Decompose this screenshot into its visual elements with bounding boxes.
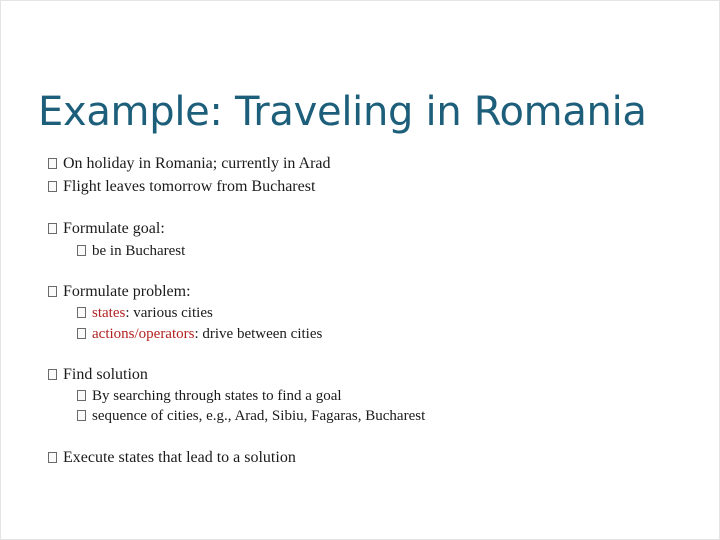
bullet-icon — [77, 307, 86, 318]
bullet-text: Formulate goal: — [63, 220, 165, 237]
bullet-text: By searching through states to find a goal — [92, 388, 342, 404]
slide-title: Example: Traveling in Romania — [38, 89, 647, 135]
bullet-icon — [48, 452, 57, 463]
bullet-text: Flight leaves tomorrow from Bucharest — [63, 178, 316, 195]
bullet-text: : various cities — [125, 305, 213, 321]
bullet-item — [48, 282, 191, 302]
bullet-item — [48, 219, 165, 239]
bullet-item — [48, 365, 148, 385]
sub-bullet-item — [77, 386, 342, 406]
bullet-icon — [77, 245, 86, 256]
bullet-item — [48, 154, 331, 174]
bullet-icon — [48, 369, 57, 380]
highlight-term: states — [92, 305, 126, 321]
bullet-text: Find solution — [63, 366, 148, 383]
bullet-icon — [77, 390, 86, 401]
bullet-text: : drive between cities — [194, 326, 323, 342]
bullet-icon — [48, 223, 57, 234]
bullet-text: On holiday in Romania; currently in Arad — [63, 155, 331, 172]
sub-bullet-item — [77, 406, 425, 426]
sub-bullet-item — [77, 303, 213, 323]
bullet-text: Formulate problem: — [63, 283, 191, 300]
bullet-text: Execute states that lead to a solution — [63, 449, 296, 466]
sub-bullet-item — [77, 324, 322, 344]
bullet-icon — [77, 328, 86, 339]
bullet-icon — [48, 286, 57, 297]
sub-bullet-item — [77, 241, 185, 261]
bullet-text: be in Bucharest — [92, 243, 186, 259]
bullet-icon — [48, 158, 57, 169]
bullet-icon — [77, 410, 86, 421]
bullet-icon — [48, 181, 57, 192]
bullet-item — [48, 448, 296, 468]
bullet-text: sequence of cities, e.g., Arad, Sibiu, Fagaras, Bucharest — [92, 408, 426, 424]
highlight-term: actions/operators — [92, 326, 195, 342]
bullet-item — [48, 177, 315, 197]
